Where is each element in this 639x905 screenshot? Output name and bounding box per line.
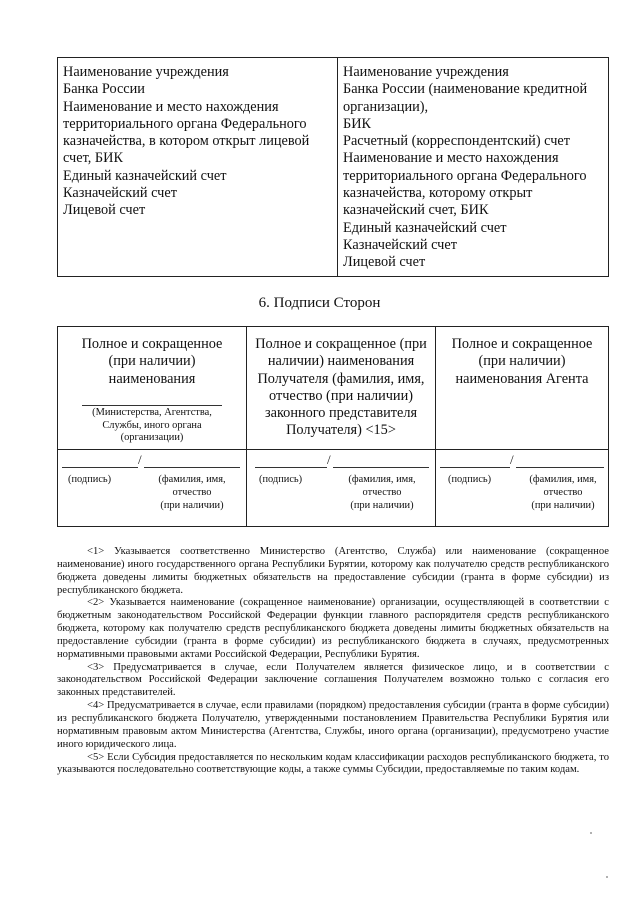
- header-line: наименования: [108, 370, 196, 387]
- bank-left-line: казначейства, в котором открыт лицевой: [63, 133, 310, 150]
- footnote: <1> Указывается соответственно Министерство (Агентство, Служба) или наименование (сокращенное наименование) иного государственного органа Республики Бурятии, которому как получателю средств республиканского бюджета доведены лимиты бюджетных обязательств на предоставление субсидии (гранта в форме субсидии) из республиканского бюджета.: [57, 546, 609, 596]
- bank-right-line: Наименование и место нахождения: [343, 150, 559, 167]
- signature-header-agent: [436, 327, 609, 450]
- name-caption: [337, 474, 427, 512]
- bank-right-line: Лицевой счет: [343, 254, 426, 271]
- signature-caption: (подпись): [68, 474, 112, 485]
- bank-right-line: Банка России (наименование кредитной: [343, 81, 588, 98]
- bank-right-line: казначейский счет, БИК: [343, 202, 489, 219]
- header-line: наличии) наименования: [267, 353, 415, 370]
- name-caption-line: (фамилия, имя,: [529, 474, 597, 485]
- header-line: Полное и сокращенное (при: [255, 336, 427, 352]
- name-caption-line: отчество: [362, 486, 402, 498]
- header-line: Получателя (фамилия, имя,: [257, 370, 425, 387]
- header-line: (при наличии): [478, 353, 566, 370]
- bank-left-line: Наименование учреждения: [63, 64, 229, 80]
- footnote: <3> Предусматривается в случае, если Получателем является физическое лицо, и в соответствии с законодательством Российской Федерации заключение соглашения Получателем возможно только с согласия его законных представителей.: [57, 661, 609, 699]
- name-caption: [520, 474, 606, 512]
- signatures-table: [57, 326, 609, 527]
- separator-slash: /: [138, 452, 142, 467]
- header-line: отчество (при наличии): [268, 387, 414, 404]
- signature-header-ministry: [58, 327, 247, 450]
- signature-caption: (подпись): [259, 474, 303, 485]
- signature-field-agent: [436, 450, 609, 527]
- separator-slash: /: [327, 452, 331, 467]
- bank-left-line: Банка России: [63, 81, 145, 98]
- subcaption-line: Службы, иного органа: [102, 419, 202, 431]
- name-caption-line: (фамилия, имя,: [158, 474, 226, 485]
- header-line: Полное и сокращенное: [81, 336, 223, 352]
- bank-right-line: Единый казначейский счет: [343, 219, 507, 236]
- signature-line: [255, 467, 327, 468]
- name-caption-line: (при наличии): [531, 499, 595, 511]
- bank-left-line: Лицевой счет: [63, 202, 146, 219]
- bank-right-line: казначейства, которому открыт: [343, 185, 533, 202]
- name-line: [333, 467, 429, 468]
- name-line: [144, 467, 240, 468]
- signature-field-recipient: [247, 450, 436, 527]
- bank-details-table: [57, 57, 609, 277]
- footnote: <2> Указывается наименование (сокращенное наименование) организации, осуществляющей в соответствии с бюджетным законодательством Российской Федерации функции главного распорядителя средств республиканского бюджета, которому как получателю средств республиканского бюджета доведены лимиты бюджетных обязательств на предоставление субсидии (гранта в форме субсидии) из республиканского бюджета в случаях, предусмотренных нормативными правовыми актами Российской Федерации, Республики Бурятия.: [57, 597, 609, 660]
- bank-left-line: территориального органа Федерального: [63, 115, 307, 132]
- bank-right-line: территориального органа Федерального: [343, 167, 587, 184]
- bank-right-line: Расчетный (корреспондентский) счет: [343, 133, 571, 150]
- signature-field-ministry: [58, 450, 247, 527]
- name-caption-line: (при наличии): [160, 499, 224, 511]
- name-caption-line: (при наличии): [350, 499, 414, 511]
- name-line: [516, 467, 604, 468]
- name-caption-line: отчество: [543, 486, 583, 498]
- name-caption: [150, 474, 234, 512]
- name-caption-line: (фамилия, имя,: [348, 474, 416, 485]
- header-line: Получателя) <15>: [286, 422, 396, 439]
- header-line: Полное и сокращенное: [451, 336, 593, 352]
- signature-caption: (подпись): [448, 474, 492, 485]
- signature-line: [62, 467, 138, 468]
- bank-details-right-cell: [338, 58, 609, 277]
- name-caption-line: отчество: [172, 486, 212, 498]
- footnotes: [57, 546, 609, 777]
- name-underline: [82, 405, 222, 406]
- header-line: законного представителя: [264, 405, 418, 422]
- separator-slash: /: [510, 452, 514, 467]
- bank-left-line: Казначейский счет: [63, 185, 177, 202]
- bank-right-line: Казначейский счет: [343, 236, 457, 253]
- bank-left-line: Наименование и место нахождения: [63, 98, 279, 115]
- subcaption-line: (организации): [120, 432, 184, 444]
- signature-header-recipient: [247, 327, 436, 450]
- footnote: <5> Если Субсидия предоставляется по нескольким кодам классификации расходов республиканского бюджета, то указываются последовательно соответствующие коды, а также суммы Субсидии, предоставляемые по таким кодам.: [57, 751, 609, 776]
- bank-right-line: организации),: [343, 98, 429, 115]
- bank-details-left-cell: [58, 58, 338, 277]
- bank-left-line: Единый казначейский счет: [63, 167, 227, 184]
- header-line: наименования Агента: [455, 370, 589, 387]
- scan-speck: [590, 832, 592, 834]
- bank-right-line: Наименование учреждения: [343, 64, 509, 80]
- footnote: <4> Предусматривается в случае, если правилами (порядком) предоставления субсидии (гранта в форме субсидии) из республиканского бюджета Получателю, утвержденными постановлением Правительства Республики Бурятия или нормативным правовым актом Министерства (Агентства, Службы, иного органа (организации), предусмотрено участие иного юридического лица.: [57, 700, 609, 750]
- signature-line: [440, 467, 510, 468]
- bank-left-line: счет, БИК: [63, 150, 123, 167]
- bank-right-line: БИК: [343, 115, 372, 132]
- header-line: (при наличии): [108, 353, 196, 370]
- subcaption-line: (Министерства, Агентства,: [92, 407, 212, 418]
- scan-speck: [606, 876, 608, 878]
- section-title: 6. Подписи Сторон: [258, 295, 381, 311]
